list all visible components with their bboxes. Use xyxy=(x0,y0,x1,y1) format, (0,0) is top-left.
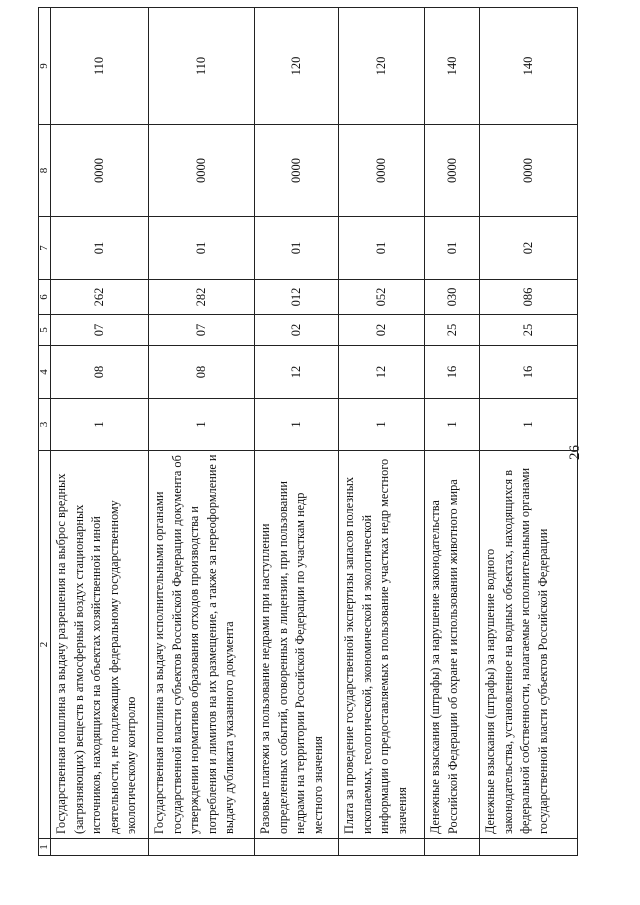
code-cell: 02 xyxy=(480,217,578,280)
code-cell: 0000 xyxy=(255,125,339,217)
header-cell: 6 xyxy=(39,280,51,315)
code-cell: 052 xyxy=(339,280,425,315)
row-index-cell xyxy=(51,839,149,856)
code-cell: 1 xyxy=(480,399,578,451)
code-cell: 1 xyxy=(339,399,425,451)
code-cell: 262 xyxy=(51,280,149,315)
code-cell: 25 xyxy=(425,315,480,346)
header-cell: 5 xyxy=(39,315,51,346)
row-index-cell xyxy=(425,839,480,856)
code-cell: 01 xyxy=(149,217,255,280)
header-cell: 1 xyxy=(39,839,51,856)
header-cell: 7 xyxy=(39,217,51,280)
code-cell: 0000 xyxy=(149,125,255,217)
code-cell: 0000 xyxy=(339,125,425,217)
code-cell: 0000 xyxy=(51,125,149,217)
revenue-name-cell: Денежные взыскания (штрафы) за нарушение законодательства Российской Федерации об охране и использовании животного мира xyxy=(425,451,480,839)
revenue-name-cell: Разовые платежи за пользование недрами при наступлении определенных событий, оговоренных в лицензии, при пользовании недрами на территории Российской Федерации по участкам недр местного значения xyxy=(255,451,339,839)
code-cell: 012 xyxy=(255,280,339,315)
code-cell: 030 xyxy=(425,280,480,315)
code-cell: 140 xyxy=(480,8,578,125)
revenue-name-cell: Плата за проведение государственной экспертизы запасов полезных ископаемых, геологической, экономической и экологической информации о предоставляемых в пользование участках недр местного значения xyxy=(339,451,425,839)
code-cell: 1 xyxy=(425,399,480,451)
code-cell: 110 xyxy=(51,8,149,125)
code-cell: 08 xyxy=(51,346,149,399)
code-cell: 16 xyxy=(480,346,578,399)
code-cell: 0000 xyxy=(425,125,480,217)
header-row xyxy=(39,8,51,856)
code-cell: 01 xyxy=(339,217,425,280)
code-cell: 07 xyxy=(149,315,255,346)
code-cell: 01 xyxy=(255,217,339,280)
budget-codes-table xyxy=(38,7,578,856)
code-cell: 120 xyxy=(255,8,339,125)
header-cell: 3 xyxy=(39,399,51,451)
row-index-cell xyxy=(255,839,339,856)
code-cell: 086 xyxy=(480,280,578,315)
code-cell: 25 xyxy=(480,315,578,346)
code-cell: 110 xyxy=(149,8,255,125)
revenue-name-cell: Государственная пошлина за выдачу разрешения на выброс вредных (загрязняющих) веществ в атмосферный воздух стационарных источников, находящихся на объектах хозяйственной и иной деятельности, не подлежащих федеральному государственному экологическому контролю xyxy=(51,451,149,839)
revenue-name-cell: Государственная пошлина за выдачу исполнительными органами государственной власти субъектов Российской Федерации документа об утверждении нормативов образования отходов производства и потребления и лимитов на их размещение, а также за переоформление и выдачу дубликата указанного документа xyxy=(149,451,255,839)
header-cell: 8 xyxy=(39,125,51,217)
page-number: 26 xyxy=(567,445,583,460)
code-cell: 12 xyxy=(255,346,339,399)
code-cell: 1 xyxy=(255,399,339,451)
code-cell: 140 xyxy=(425,8,480,125)
header-cell: 4 xyxy=(39,346,51,399)
code-cell: 01 xyxy=(51,217,149,280)
code-cell: 282 xyxy=(149,280,255,315)
code-cell: 01 xyxy=(425,217,480,280)
row-index-cell xyxy=(339,839,425,856)
code-cell: 02 xyxy=(255,315,339,346)
table-row xyxy=(149,8,255,856)
table-row xyxy=(51,8,149,856)
code-cell: 07 xyxy=(51,315,149,346)
table-row xyxy=(480,8,578,856)
code-cell: 1 xyxy=(149,399,255,451)
row-index-cell xyxy=(480,839,578,856)
revenue-name-cell: Денежные взыскания (штрафы) за нарушение водного законодательства, установленное на водных объектах, находящихся в федеральной собственности, налагаемые исполнительными органами государственной власти субъектов Российской Федерации xyxy=(480,451,578,839)
code-cell: 1 xyxy=(51,399,149,451)
table-row xyxy=(255,8,339,856)
header-cell: 9 xyxy=(39,8,51,125)
code-cell: 08 xyxy=(149,346,255,399)
row-index-cell xyxy=(149,839,255,856)
code-cell: 16 xyxy=(425,346,480,399)
table-row xyxy=(339,8,425,856)
code-cell: 0000 xyxy=(480,125,578,217)
code-cell: 120 xyxy=(339,8,425,125)
code-cell: 12 xyxy=(339,346,425,399)
code-cell: 02 xyxy=(339,315,425,346)
header-cell: 2 xyxy=(39,451,51,839)
table-row xyxy=(425,8,480,856)
